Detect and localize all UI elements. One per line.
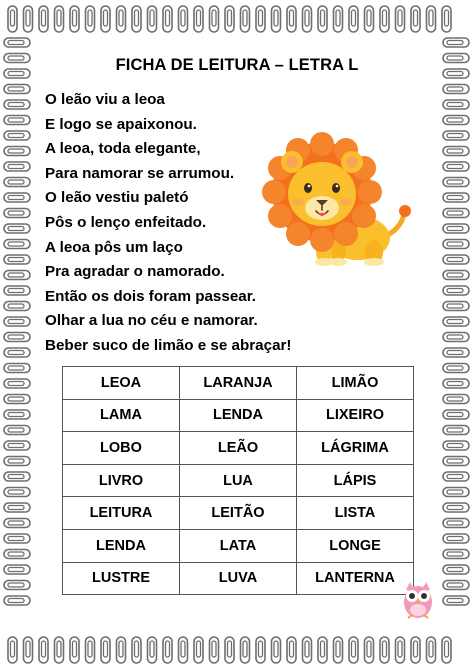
paperclip-icon: [4, 240, 30, 249]
paperclip-icon: [194, 6, 203, 32]
paperclip-icon: [443, 193, 469, 202]
paperclip-border-left: [0, 0, 36, 669]
paperclip-icon: [443, 240, 469, 249]
paperclip-icon: [443, 534, 469, 543]
paperclip-icon: [411, 637, 420, 663]
lion-illustration: [262, 126, 414, 266]
table-row: [63, 399, 414, 432]
paperclip-icon: [4, 565, 30, 574]
paperclip-icon: [4, 147, 30, 156]
paperclip-border-top: [0, 0, 474, 36]
paperclip-icon: [163, 6, 172, 32]
paperclip-icon: [4, 348, 30, 357]
paperclip-icon: [117, 637, 126, 663]
paperclip-icon: [4, 472, 30, 481]
table-cell: LANTERNA: [297, 562, 414, 595]
paperclip-icon: [4, 333, 30, 342]
paperclip-icon: [132, 6, 141, 32]
paperclip-icon: [411, 6, 420, 32]
paperclip-icon: [380, 6, 389, 32]
paperclip-icon: [4, 224, 30, 233]
paperclip-icon: [39, 637, 48, 663]
paperclip-icon: [443, 333, 469, 342]
table-row: [63, 497, 414, 530]
paperclip-icon: [365, 6, 374, 32]
paperclip-icon: [117, 6, 126, 32]
paperclip-icon: [39, 6, 48, 32]
paperclip-icon: [443, 472, 469, 481]
paperclip-icon: [4, 379, 30, 388]
paperclip-icon: [427, 6, 436, 32]
paperclip-icon: [225, 637, 234, 663]
paperclip-icon: [86, 6, 95, 32]
paperclip-icon: [272, 637, 281, 663]
paperclip-icon: [443, 441, 469, 450]
paperclip-icon: [179, 6, 188, 32]
poem-line: E logo se apaixonou.: [45, 115, 197, 133]
paperclip-icon: [443, 488, 469, 497]
paperclip-icon: [4, 488, 30, 497]
paperclip-icon: [4, 255, 30, 264]
paperclip-icon: [443, 131, 469, 140]
paperclip-icon: [272, 6, 281, 32]
paperclip-icon: [4, 100, 30, 109]
paperclip-icon: [4, 441, 30, 450]
paperclip-icon: [148, 637, 157, 663]
table-cell: LUVA: [180, 562, 297, 595]
paperclip-icon: [443, 302, 469, 311]
paperclip-icon: [55, 637, 64, 663]
paperclip-icon: [427, 637, 436, 663]
paperclip-icon: [4, 209, 30, 218]
paperclip-icon: [4, 364, 30, 373]
poem-line: Olhar a lua no céu e namorar.: [45, 312, 258, 330]
paperclip-icon: [349, 637, 358, 663]
word-table: [62, 366, 414, 595]
table-row: [63, 464, 414, 497]
paperclip-icon: [241, 6, 250, 32]
paperclip-icon: [365, 637, 374, 663]
table-cell: LIVRO: [63, 464, 180, 497]
paperclip-icon: [443, 596, 469, 605]
paperclip-icon: [55, 6, 64, 32]
paperclip-icon: [4, 271, 30, 280]
paperclip-icon: [287, 6, 296, 32]
paperclip-icon: [210, 6, 219, 32]
paperclip-icon: [86, 637, 95, 663]
paperclip-icon: [4, 116, 30, 125]
table-cell: LEITÃO: [180, 497, 297, 530]
table-cell: LENDA: [63, 529, 180, 562]
table-cell: LARANJA: [180, 367, 297, 400]
paperclip-icon: [4, 38, 30, 47]
poem-line: Pôs o lenço enfeitado.: [45, 213, 207, 231]
table-cell: LEÃO: [180, 432, 297, 465]
table-cell: LUA: [180, 464, 297, 497]
paperclip-icon: [396, 637, 405, 663]
table-cell: LEITURA: [63, 497, 180, 530]
poem-line: Então os dois foram passear.: [45, 287, 257, 305]
paperclip-icon: [4, 581, 30, 590]
paperclip-icon: [443, 271, 469, 280]
table-cell: LONGE: [297, 529, 414, 562]
paperclip-icon: [4, 426, 30, 435]
paperclip-icon: [4, 302, 30, 311]
paperclip-icon: [4, 596, 30, 605]
paperclip-icon: [443, 317, 469, 326]
paperclip-icon: [4, 286, 30, 295]
table-cell: LUSTRE: [63, 562, 180, 595]
paperclip-icon: [303, 637, 312, 663]
paperclip-icon: [443, 224, 469, 233]
paperclip-icon: [318, 637, 327, 663]
paperclip-icon: [4, 534, 30, 543]
paperclip-icon: [349, 6, 358, 32]
paperclip-icon: [443, 581, 469, 590]
paperclip-icon: [4, 457, 30, 466]
paperclip-icon: [443, 457, 469, 466]
paperclip-icon: [256, 637, 265, 663]
poem-line: A leoa, toda elegante,: [45, 140, 201, 158]
paperclip-icon: [70, 637, 79, 663]
table-cell: LATA: [180, 529, 297, 562]
paperclip-icon: [225, 6, 234, 32]
paperclip-icon: [443, 348, 469, 357]
paperclip-icon: [4, 178, 30, 187]
paperclip-icon: [443, 364, 469, 373]
paperclip-icon: [4, 519, 30, 528]
paperclip-icon: [334, 6, 343, 32]
paperclip-icon: [256, 6, 265, 32]
paperclip-icon: [148, 6, 157, 32]
table-row: [63, 432, 414, 465]
paperclip-icon: [101, 6, 110, 32]
paperclip-icon: [194, 637, 203, 663]
paperclip-icon: [396, 6, 405, 32]
paperclip-icon: [241, 637, 250, 663]
paperclip-icon: [443, 395, 469, 404]
paperclip-icon: [4, 317, 30, 326]
paperclip-icon: [443, 100, 469, 109]
owl-logo: [398, 578, 438, 624]
paperclip-border-right: [437, 0, 474, 669]
paperclip-icon: [287, 637, 296, 663]
paperclip-icon: [179, 637, 188, 663]
table-cell: LAMA: [63, 399, 180, 432]
paperclip-icon: [4, 503, 30, 512]
paperclip-icon: [101, 637, 110, 663]
paperclip-icon: [318, 6, 327, 32]
paperclip-icon: [443, 426, 469, 435]
table-row: [63, 529, 414, 562]
paperclip-icon: [4, 131, 30, 140]
poem-line: Para namorar se arrumou.: [45, 164, 235, 182]
paperclip-icon: [303, 6, 312, 32]
paperclip-icon: [443, 379, 469, 388]
poem-line: Beber suco de limão e se abraçar!: [45, 336, 292, 354]
paperclip-icon: [443, 255, 469, 264]
paperclip-icon: [4, 395, 30, 404]
poem-line: O leão vestiu paletó: [45, 189, 189, 207]
paperclip-icon: [210, 637, 219, 663]
paperclip-icon: [4, 550, 30, 559]
table-row: [63, 562, 414, 595]
paperclip-icon: [163, 637, 172, 663]
paperclip-icon: [443, 410, 469, 419]
poem: [45, 88, 292, 359]
paperclip-icon: [443, 162, 469, 171]
poem-line: O leão viu a leoa: [45, 91, 165, 108]
paperclip-icon: [70, 6, 79, 32]
paperclip-icon: [443, 503, 469, 512]
poem-line: Pra agradar o namorado.: [45, 263, 225, 281]
paperclip-icon: [334, 637, 343, 663]
table-cell: LOBO: [63, 432, 180, 465]
table-cell: LIXEIRO: [297, 399, 414, 432]
table-cell: LIMÃO: [297, 367, 414, 400]
paperclip-icon: [443, 147, 469, 156]
paperclip-icon: [443, 38, 469, 47]
paperclip-icon: [4, 410, 30, 419]
page-title: FICHA DE LEITURA – LETRA L: [115, 56, 359, 74]
poem-line: A leoa pôs um laço: [45, 238, 183, 256]
table-cell: LÁGRIMA: [297, 432, 414, 465]
paperclip-icon: [132, 637, 141, 663]
paperclip-icon: [443, 286, 469, 295]
table-cell: LEOA: [63, 367, 180, 400]
paperclip-border-bottom: [0, 633, 474, 669]
table-row: [63, 367, 414, 400]
paperclip-icon: [443, 209, 469, 218]
paperclip-icon: [4, 162, 30, 171]
paperclip-icon: [443, 519, 469, 528]
paperclip-icon: [443, 85, 469, 94]
paperclip-icon: [4, 193, 30, 202]
paperclip-icon: [380, 637, 389, 663]
table-cell: LÁPIS: [297, 464, 414, 497]
table-cell: LENDA: [180, 399, 297, 432]
paperclip-icon: [443, 565, 469, 574]
paperclip-icon: [443, 116, 469, 125]
paperclip-icon: [443, 550, 469, 559]
paperclip-icon: [443, 178, 469, 187]
table-cell: LISTA: [297, 497, 414, 530]
paperclip-icon: [4, 85, 30, 94]
